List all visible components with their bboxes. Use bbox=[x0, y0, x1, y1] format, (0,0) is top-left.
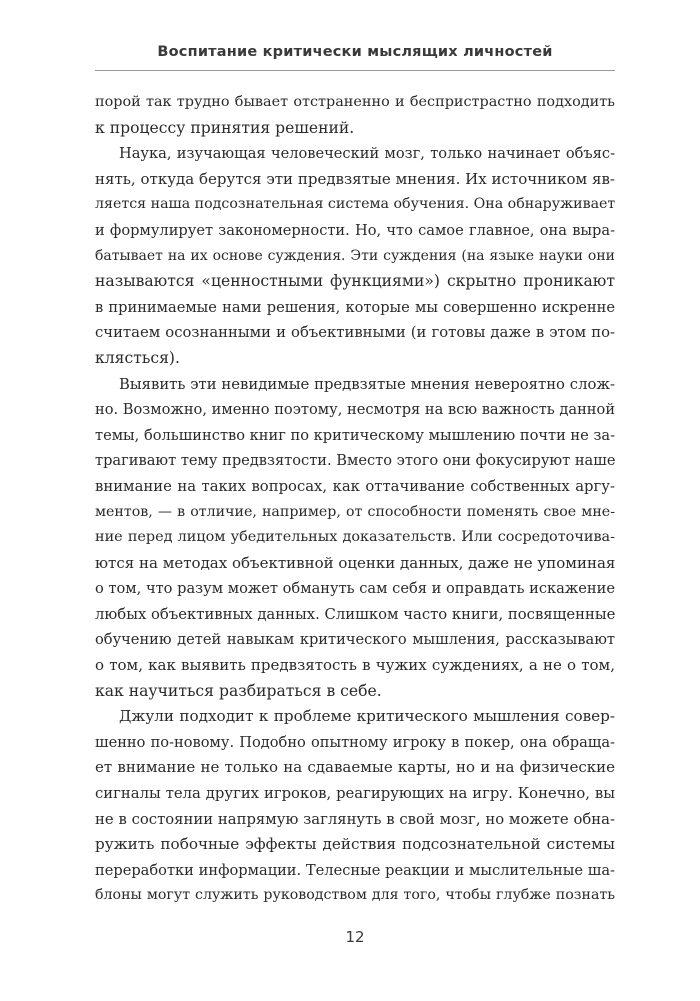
text-line: ментов, — в отличие, например, от способности поменять свое мне- bbox=[95, 503, 615, 520]
running-header: Воспитание критически мыслящих личностей bbox=[157, 44, 553, 60]
text-line: не в состоянии напрямую заглянуть в свой мозг, но можете обна- bbox=[95, 810, 615, 828]
text-line: блоны могут служить руководством для того, чтобы глубже познать bbox=[95, 887, 615, 904]
text-line: ются на методах объективной оценки данных, даже не упоминая bbox=[95, 553, 616, 572]
text-line: батывает на их основе суждения. Эти суждения (на языке науки они bbox=[95, 247, 615, 264]
text-line: ляется наша подсознательная система обучения. Она обнаруживает bbox=[95, 196, 616, 213]
text-line: порой так трудно бывает отстраненно и беспристрастно подходить bbox=[95, 94, 615, 110]
text-line: обучению детей навыкам критического мышления, рассказывают bbox=[95, 631, 615, 649]
text-line: сигналы тела других игроков, реагирующих на игру. Конечно, вы bbox=[95, 785, 615, 803]
text-line: шенно по-новому. Подобно опытному игроку в покер, она обраща- bbox=[95, 733, 615, 751]
text-line: переработки информации. Телесные реакции и мыслительные ша- bbox=[95, 861, 615, 879]
text-line: о том, что разум может обмануть сам себя и оправдать искажение bbox=[95, 580, 615, 598]
text-line: но. Возможно, именно поэтому, несмотря на всю важность данной bbox=[95, 401, 616, 419]
text-line: внимание на таких вопросах, как оттачивание собственных аргу- bbox=[95, 477, 615, 495]
text-line: нять, откуда берутся эти предвзятые мнения. Их источником яв- bbox=[95, 169, 615, 188]
text-line: темы, большинство книг по критическому мышлению почти не за- bbox=[95, 426, 616, 444]
text-line: в принимаемые нами решения, которые мы совершенно искренне bbox=[95, 298, 615, 316]
page-number: 12 bbox=[345, 928, 365, 946]
page-body bbox=[95, 90, 615, 909]
text-line: ние перед лицом убедительных доказательств. Или сосредоточива- bbox=[95, 529, 615, 546]
text-line: любых объективных данных. Слишком часто книги, посвященные bbox=[95, 605, 616, 623]
header-rule bbox=[95, 70, 615, 71]
text-line: к процессу принятия решений. bbox=[95, 118, 355, 137]
text-line: и формулирует закономерности. Но, что самое главное, она выра- bbox=[95, 221, 615, 239]
text-line: считаем осознанными и объективными (и готовы даже в этом по- bbox=[95, 324, 615, 342]
text-line: о том, как выявить предвзятость в чужих суждениях, а не о том, bbox=[95, 656, 615, 675]
text-line: Наука, изучающая человеческий мозг, только начинает объяс- bbox=[119, 145, 615, 163]
text-line: ет внимание не только на сдаваемые карты, но и на физические bbox=[95, 758, 615, 777]
text-line: клясться). bbox=[95, 348, 180, 367]
text-line: называются «ценностными функциями») скрытно проникают bbox=[95, 272, 615, 291]
text-line: ружить побочные эффекты действия подсознательной системы bbox=[95, 835, 615, 854]
text-line: Джули подходит к проблеме критического мышления совер- bbox=[119, 707, 615, 726]
text-line: трагивают тему предвзятости. Вместо этого они фокусируют наше bbox=[95, 452, 616, 470]
text-line: как научиться разбираться в себе. bbox=[95, 681, 382, 700]
text-line: Выявить эти невидимые предвзятые мнения невероятно слож- bbox=[119, 375, 615, 393]
